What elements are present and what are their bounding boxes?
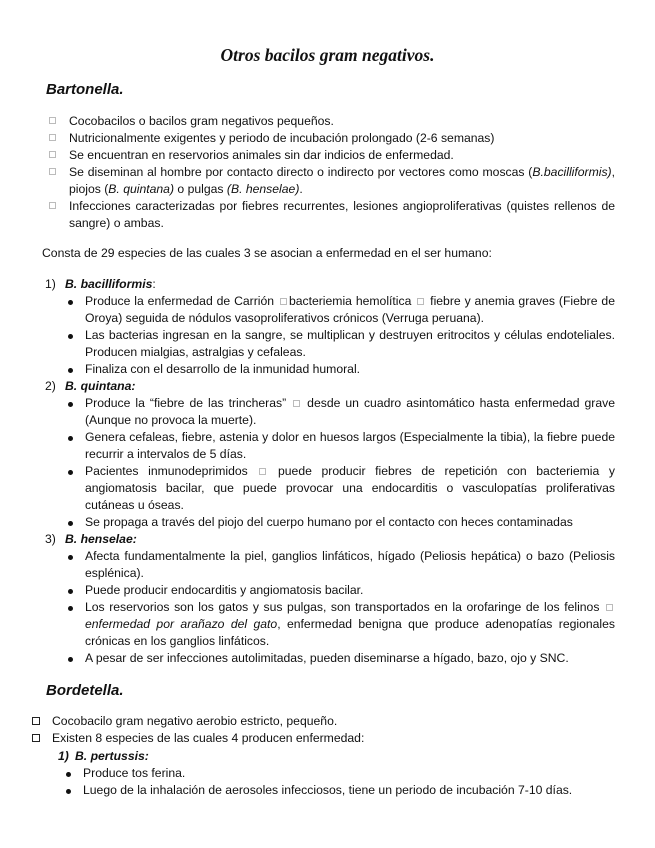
species-item: 1) B. bacilliformis: Produce la enfermedad de Carrión bacteriemia hemolítica fiebre y anemia graves (Fiebre de Oroya) seguida de nódulos vasoproliferativos crónicos (Verruga peruana). Las bacterias ingresan en la sangre, se multiplican y destruyen eritrocitos y células endoteliales. Producen mialgias, astralgias y cefaleas. Finaliza con el desarrollo de la inmunidad humoral. [45, 277, 615, 376]
arrow-placeholder-icon [417, 298, 424, 305]
list-item: Produce tos ferina. [63, 765, 618, 782]
section-heading-bartonella: Bartonella. [46, 81, 124, 98]
species-name: B. henselae: [65, 532, 137, 546]
list-item: Los reservorios son los gatos y sus pulgas, son transportados en la orofaringe de los felinos enfermedad por arañazo del gato, enfermedad benigna que produce adenopatías regionales crónicas en los ganglios linfáticos. [65, 599, 615, 650]
bartonella-features [49, 113, 615, 232]
species-item: 3) B. henselae: Afecta fundamentalmente la piel, ganglios linfáticos, hígado (Peliosis hepática) o bazo (Peliosis esplénica). Puede producir endocarditis y angiomatosis bacilar. Los reservorios son los gatos y sus pulgas, son transportados en la orofaringe de los felinos enfermedad por arañazo del gato, enfermedad benigna que produce adenopatías regionales crónicas en los ganglios linfáticos. A pesar de ser infecciones autolimitadas, pueden diseminarse a hígado, bazo, ojo y SNC. [45, 532, 616, 665]
square-bullet-icon [32, 734, 40, 742]
square-bullet-icon [49, 117, 56, 124]
list-item: Se encuentran en reservorios animales sin dar indicios de enfermedad. [49, 147, 615, 164]
arrow-placeholder-icon [606, 604, 613, 611]
arrow-placeholder-icon [293, 400, 300, 407]
list-item: Existen 8 especies de las cuales 4 producen enfermedad: [32, 730, 622, 747]
list-item: Pacientes inmunodeprimidos puede producir fiebres de repetición con bacteriemia y angiomatosis bacilar, que puede provocar una endocarditis o vasculopatías proliferativas cutáneas u óseas. [65, 463, 615, 514]
list-item: Se diseminan al hombre por contacto directo o indirecto por vectores como moscas (B.bacilliformis), piojos (B. quintana) o pulgas (B. henselae). [49, 164, 615, 198]
square-bullet-icon [49, 202, 56, 209]
page-title: Otros bacilos gram negativos. [220, 45, 435, 65]
species-points [63, 765, 618, 799]
list-item: Se propaga a través del piojo del cuerpo humano por el contacto con heces contaminadas [65, 514, 615, 531]
list-item: Cocobacilo gram negativo aerobio estricto, pequeño. [32, 713, 622, 730]
list-item: Puede producir endocarditis y angiomatosis bacilar. [65, 582, 615, 599]
list-item: Genera cefaleas, fiebre, astenia y dolor en huesos largos (Especialmente la tibia), la fiebre puede recurrir a intervalos de 5 días. [65, 429, 615, 463]
species-name: B. pertussis: [75, 749, 149, 763]
list-item: Produce la “fiebre de las trincheras” desde un cuadro asintomático hasta enfermedad grave (Aunque no provoca la muerte). [65, 395, 615, 429]
list-item: Produce la enfermedad de Carrión bacteriemia hemolítica fiebre y anemia graves (Fiebre de Oroya) seguida de nódulos vasoproliferativos crónicos (Verruga peruana). [65, 293, 615, 327]
list-item: Luego de la inhalación de aerosoles infecciosos, tiene un periodo de incubación 7-10 días. [63, 782, 618, 799]
square-bullet-icon [49, 151, 56, 158]
square-bullet-icon [32, 717, 40, 725]
bordetella-species-list [58, 748, 618, 799]
arrow-placeholder-icon [280, 298, 287, 305]
list-item: Las bacterias ingresan en la sangre, se multiplican y destruyen eritrocitos y células endoteliales. Producen mialgias, astralgias y cefaleas. [65, 327, 615, 361]
list-item: Infecciones caracterizadas por fiebres recurrentes, lesiones angioproliferativas (quistes rellenos de sangre) o ambas. [49, 198, 615, 232]
bartonella-intro: Consta de 29 especies de las cuales 3 se asocian a enfermedad en el ser humano: [42, 246, 492, 260]
species-points [65, 293, 615, 378]
bartonella-species-list [45, 276, 615, 667]
species-item: 1) B. pertussis: Produce tos ferina. Luego de la inhalación de aerosoles infecciosos, tiene un periodo de incubación 7-10 días. [58, 748, 618, 799]
list-item: Finaliza con el desarrollo de la inmunidad humoral. [65, 361, 615, 378]
list-item: Nutricionalmente exigentes y periodo de incubación prolongado (2-6 semanas) [49, 130, 615, 147]
arrow-placeholder-icon [259, 468, 266, 475]
species-points [65, 395, 615, 531]
species-name: B. quintana: [65, 379, 136, 393]
species-item: 2) B. quintana: Produce la “fiebre de las trincheras” desde un cuadro asintomático hasta enfermedad grave (Aunque no provoca la muerte). Genera cefaleas, fiebre, astenia y dolor en huesos largos (Especialmente la tibia), la fiebre puede recurrir a intervalos de 5 días. Pacientes inmunodeprimidos puede producir fiebres de repetición con bacteriemia y angiomatosis bacilar, que puede provocar una endocarditis o vasculopatías proliferativas cutáneas u óseas. Se propaga a través del piojo del cuerpo humano por el contacto con heces contaminadas [45, 379, 615, 529]
bordetella-features [32, 713, 622, 747]
species-points [65, 548, 615, 667]
list-item: Afecta fundamentalmente la piel, ganglios linfáticos, hígado (Peliosis hepática) o bazo (Peliosis esplénica). [65, 548, 615, 582]
section-heading-bordetella: Bordetella. [46, 682, 124, 699]
list-item: A pesar de ser infecciones autolimitadas, pueden diseminarse a hígado, bazo, ojo y SNC. [65, 650, 615, 667]
species-name: B. bacilliformis [65, 277, 153, 291]
square-bullet-icon [49, 168, 56, 175]
list-item: Cocobacilos o bacilos gram negativos pequeños. [49, 113, 615, 130]
square-bullet-icon [49, 134, 56, 141]
